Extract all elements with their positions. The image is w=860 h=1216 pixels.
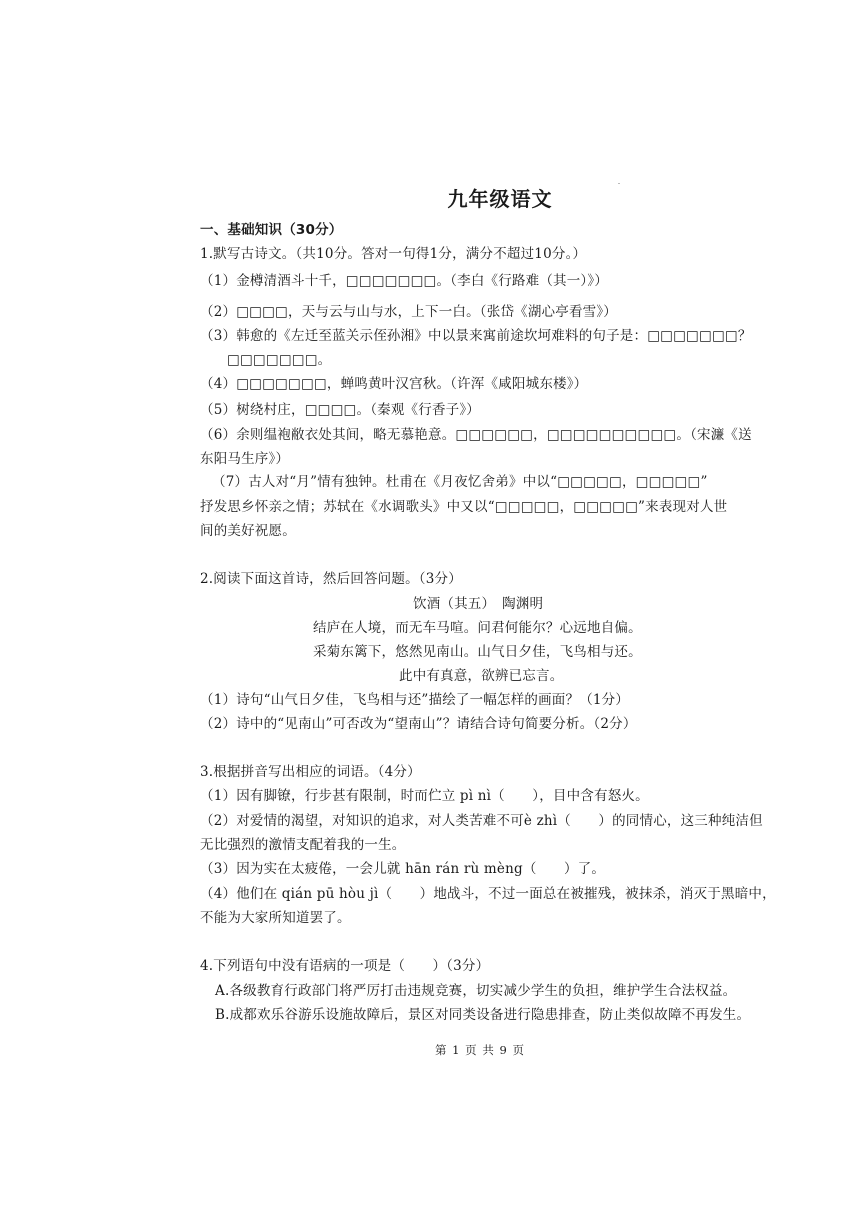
q3-item-1: （1）因有脚镣，行步甚有限制，时而伫立 pì nì（ ），目中含有怒火。 <box>200 788 649 804</box>
q4-option-b: B.成都欢乐谷游乐设施故障后，景区对同类设备进行隐患排查，防止类似故障不再发生。 <box>215 1007 751 1023</box>
q1-item-5: （5）树绕村庄，□□□□。（秦观《行香子》） <box>200 402 481 418</box>
poem-line-2: 采菊东篱下，悠然见南山。山气日夕佳，飞鸟相与还。 <box>313 644 642 660</box>
poem-line-3: 此中有真意，欲辨已忘言。 <box>399 668 564 684</box>
q4-option-a: A.各级教育行政部门将严厉打击违规竞赛，切实减少学生的负担，维护学生合法权益。 <box>215 983 737 999</box>
q1-item-6-line-1: （6）余则缊袍敝衣处其间，略无慕艳意。□□□□□□，□□□□□□□□□□。（宋濂《送 <box>200 427 752 443</box>
q3-item-2-line-1: （2）对爱情的渴望，对知识的追求，对人类苦难不可è zhì（ ）的同情心，这三种纯洁但 <box>200 813 763 829</box>
q2-stem: 2.阅读下面这首诗，然后回答问题。（3分） <box>200 571 462 587</box>
q1-item-4: （4）□□□□□□□，蝉鸣黄叶汉宫秋。（许浑《咸阳城东楼》） <box>200 376 588 392</box>
page-footer: 第 1 页 共 9 页 <box>435 1043 525 1057</box>
q2-sub-1: （1）诗句“山气日夕佳，飞鸟相与还”描绘了一幅怎样的画面？（1分） <box>200 692 630 708</box>
poem-line-1: 结庐在人境，而无车马喧。问君何能尔？心远地自偏。 <box>313 620 642 636</box>
q2-sub-2: （2）诗中的“见南山”可否改为“望南山”？请结合诗句简要分析。（2分） <box>200 716 637 732</box>
q4-stem: 4.下列语句中没有语病的一项是（ ）（3分） <box>200 958 490 974</box>
q1-item-7-line-1: （7）古人对“月”情有独钟。杜甫在《月夜忆舍弟》中以“□□□□□，□□□□□” <box>212 474 708 490</box>
q1-stem: 1.默写古诗文。（共10分。答对一句得1分，满分不超过10分。） <box>200 246 587 262</box>
q1-item-7-line-3: 间的美好祝愿。 <box>200 523 296 539</box>
q1-item-1: （1）金樽清酒斗十千，□□□□□□□。（李白《行路难（其一）》） <box>200 273 609 289</box>
q3-item-2-line-2: 无比强烈的激情支配着我的一生。 <box>200 837 406 853</box>
q3-stem: 3.根据拼音写出相应的词语。（4分） <box>200 764 421 780</box>
q1-item-6-line-2: 东阳马生序》） <box>200 451 290 467</box>
q1-item-3-line-2: □□□□□□□。 <box>227 352 332 368</box>
q1-item-3-line-1: （3）韩愈的《左迁至蓝关示侄孙湘》中以景来寓前途坎坷难料的句子是：□□□□□□□？ <box>200 328 752 344</box>
q1-item-2: （2）□□□□，天与云与山与水，上下一白。（张岱《湖心亭看雪》） <box>200 304 618 320</box>
q1-item-7-line-2: 抒发思乡怀亲之情；苏轼在《水调歌头》中又以“□□□□□，□□□□□”来表现对人世 <box>200 499 728 515</box>
q3-item-3: （3）因为实在太疲倦，一会儿就 hān rán rù mèng（ ）了。 <box>200 861 606 877</box>
document-title: 九年级语文 <box>447 187 553 211</box>
q3-item-4-line-1: （4）他们在 qián pū hòu jì（ ）地战斗，不过一面总在被摧残，被抹杀，消灭于黑暗中， <box>200 886 776 902</box>
section-heading: 一、基础知识（30分） <box>200 222 343 238</box>
q3-item-4-line-2: 不能为大家所知道罢了。 <box>200 910 351 926</box>
poem-title: 饮酒（其五） 陶渊明 <box>413 596 544 612</box>
